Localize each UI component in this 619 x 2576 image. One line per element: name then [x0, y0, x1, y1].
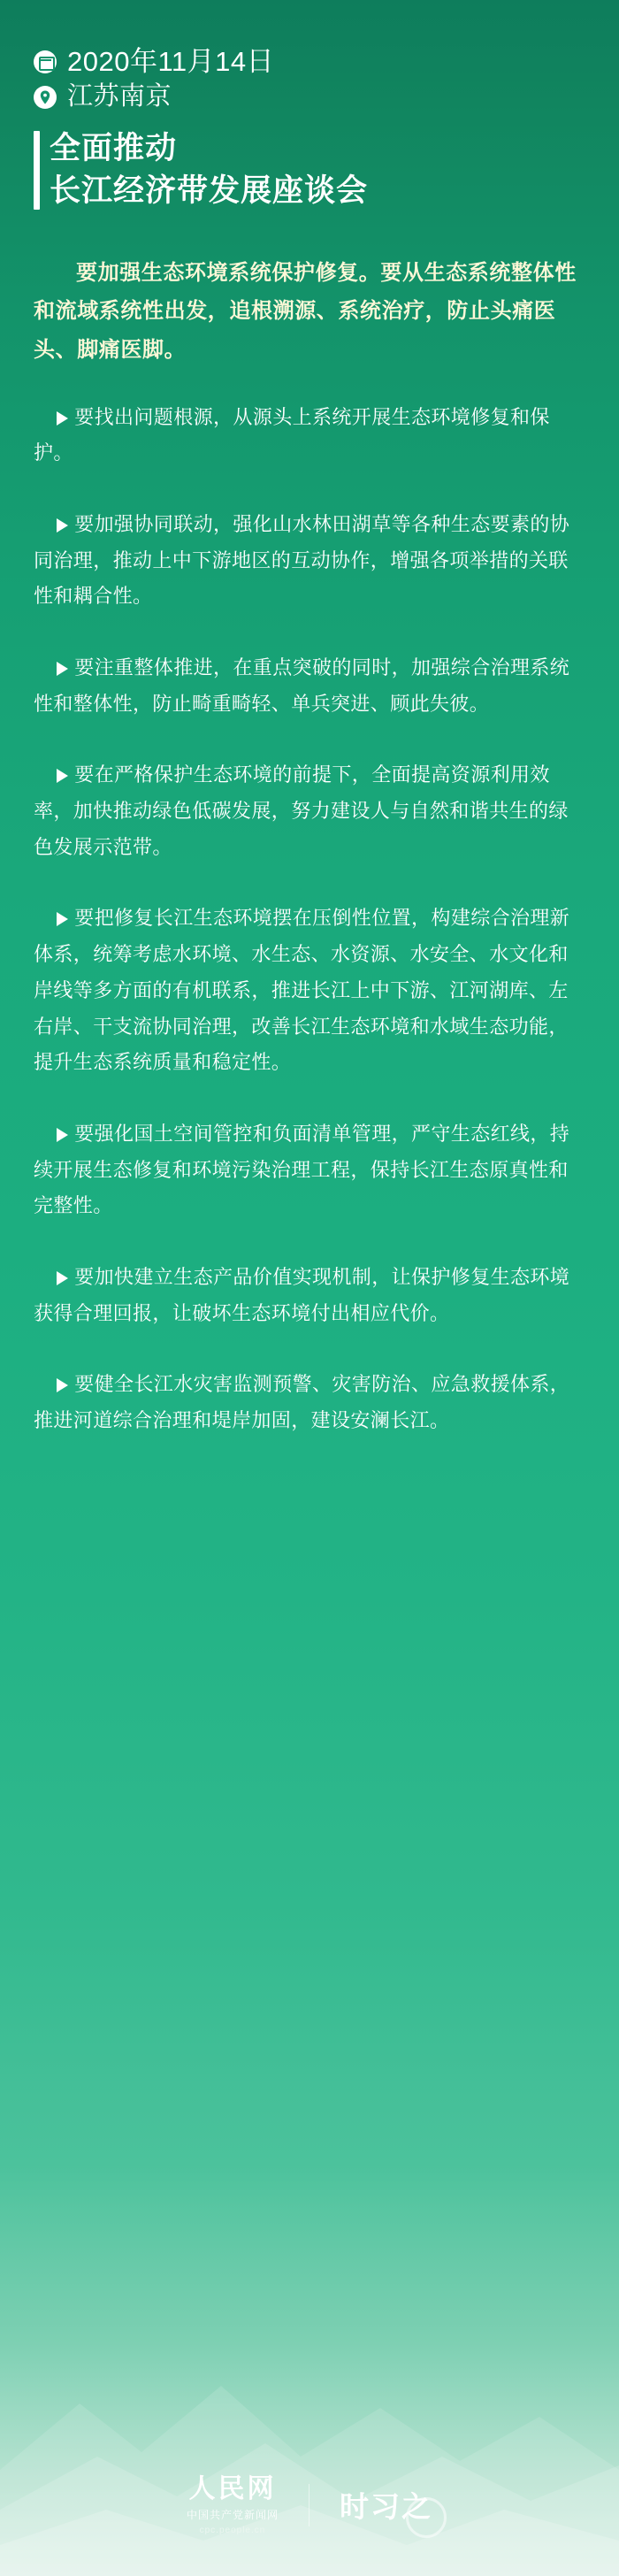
list-item: [34, 757, 585, 865]
list-item: [34, 1116, 585, 1224]
brand-block[interactable]: [340, 2484, 432, 2526]
brand-text: 时习之: [340, 2492, 432, 2524]
list-item: [34, 650, 585, 722]
date-text: 2020年11月14日: [67, 46, 275, 77]
title-accent-bar: [34, 131, 40, 210]
logo-url-text: cpc.people.cn: [199, 2526, 266, 2535]
list-item-text: 要加快建立生态产品价值实现机制，让保护修复生态环境获得合理回报，让破坏生态环境付出相应代价。: [34, 1265, 570, 1324]
triangle-bullet-icon: [57, 1378, 68, 1392]
list-item-text: 要注重整体推进，在重点突破的同时，加强综合治理系统性和整体性，防止畸重畸轻、单兵突进、顾此失彼。: [34, 656, 570, 715]
bullet-list: [34, 400, 585, 1439]
place-text: 江苏南京: [67, 82, 172, 111]
brand-ring-icon: [406, 2497, 447, 2538]
list-item: [34, 901, 585, 1080]
title-block: [34, 127, 585, 213]
list-item: [34, 507, 585, 615]
list-item-text: 要把修复长江生态环境摆在压倒性位置，构建综合治理新体系，统筹考虑水环境、水生态、水资源、水安全、水文化和岸线等多方面的有机联系，推进长江上中下游、江河湖库、左右岸、干支流协同治理，改善长江生态环境和水域生态功能，提升生态系统质量和稳定性。: [34, 907, 570, 1074]
list-item-text: 要强化国土空间管控和负面清单管理，严守生态红线，持续开展生态修复和环境污染治理工程，保持长江生态原真性和完整性。: [34, 1122, 570, 1217]
calendar-icon: [34, 50, 57, 73]
lead-paragraph: 要加强生态环境系统保护修复。要从生态系统整体性和流域系统性出发，追根溯源、系统治疗，防止头痛医头、脚痛医脚。: [34, 260, 577, 362]
list-item-text: 要加强协同联动，强化山水林田湖草等各种生态要素的协同治理，推动上中下游地区的互动协作，增强各项举措的关联性和耦合性。: [34, 512, 570, 608]
poster-footer: [0, 2474, 619, 2535]
place-row: [34, 84, 585, 110]
list-item: [34, 400, 585, 472]
triangle-bullet-icon: [57, 1271, 68, 1285]
triangle-bullet-icon: [57, 411, 68, 426]
triangle-bullet-icon: [57, 912, 68, 926]
list-item: [34, 1367, 585, 1438]
list-item-text: 要健全长江水灾害监测预警、灾害防治、应急救援体系，推进河道综合治理和堤岸加固，建设安澜长江。: [34, 1373, 570, 1432]
poster-header: [34, 0, 585, 213]
list-item-text: 要找出问题根源，从源头上系统开展生态环境修复和保护。: [34, 405, 550, 464]
title-line-2: 长江经济带发展座谈会: [50, 173, 369, 209]
triangle-bullet-icon: [57, 769, 68, 783]
footer-divider: [309, 2484, 310, 2526]
date-row: [34, 48, 585, 75]
triangle-bullet-icon: [57, 662, 68, 676]
title-line-1: 全面推动: [50, 131, 178, 165]
list-item-text: 要在严格保护生态环境的前提下，全面提高资源利用效率，加快推动绿色低碳发展，努力建设人与自然和谐共生的绿色发展示范带。: [34, 763, 569, 858]
people-cn-logo[interactable]: [187, 2474, 279, 2535]
location-pin-icon: [34, 86, 57, 109]
triangle-bullet-icon: [57, 518, 68, 533]
triangle-bullet-icon: [57, 1128, 68, 1142]
list-item: [34, 1260, 585, 1331]
logo-main-text: 人民网: [188, 2474, 277, 2503]
logo-sub-text: 中国共产党新闻网: [186, 2509, 279, 2521]
